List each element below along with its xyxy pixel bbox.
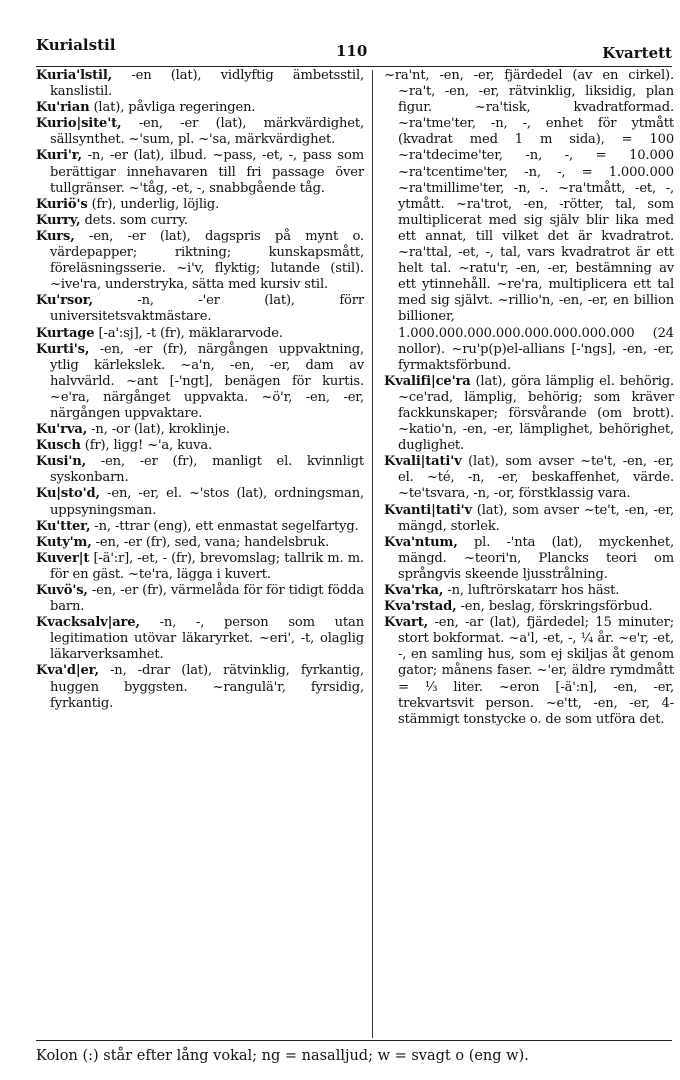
entry-definition: -n, -er (lat), ilbud. ~pass, -et, -, pass som berättigar innehavaren till fri passage över tullgränser. ~'tåg, -et, -, snabbgående tåg. (50, 148, 364, 196)
entry-headword: Ku|sto'd, (36, 486, 100, 502)
entry-definition: -en, -er (lat), märkvärdighet, sällsynthet. ~'sum, pl. ~'sa, märkvärdighet. (50, 116, 364, 148)
dictionary-entry (36, 486, 364, 518)
entry-definition: (lat), påvliga regeringen. (89, 100, 256, 116)
dictionary-entry (384, 503, 674, 535)
entry-definition: -en, -er (lat), dagspris på mynt o. värdepapper; riktning; kunskapsmått, föreläsningsserie. ~i'v, flyktig; lutande (stil). ~ive'ra, understryka, sätta med kursiv stil. (50, 228, 364, 293)
entry-definition: -n, -ttrar (eng), ett enmastat segelfartyg. (90, 518, 359, 534)
entry-definition: -en, -er (fr), manligt el. kvinnligt syskonbarn. (50, 454, 364, 486)
entry-headword: Kvacksalv|are, (36, 615, 140, 631)
entry-headword: Ku'rsor, (36, 293, 93, 309)
dictionary-entry (36, 422, 364, 438)
dictionary-entry (36, 213, 364, 229)
entry-headword: Kurtage (36, 325, 95, 341)
entry-headword: Ku'tter, (36, 518, 91, 534)
dictionary-entry (384, 454, 674, 502)
dictionary-entry (384, 535, 674, 583)
dictionary-entry (36, 438, 364, 454)
entry-headword: Kuriö's (36, 196, 88, 212)
entry-definition: -en, -er (fr), närgången uppvaktning, ytlig kärlekslek. ~a'n, -en, -er, dam av halvvärld. ~ant [-'ngt], benägen för kurtis. ~e'ra, närgånget uppvakta. ~ö'r, -en, -er, närgången uppvaktare. (50, 341, 364, 421)
entry-headword: Kvali|tati'v (384, 454, 462, 470)
dictionary-entry (36, 326, 364, 342)
entry-definition: -en, -er (fr), värmelåda för för tidigt födda barn. (50, 583, 364, 615)
entry-definition: [-a':sj], -t (fr), mäklararvode. (94, 325, 283, 341)
pronunciation-note: Kolon (:) står efter lång vokal; ng = nasalljud; w = svagt o (eng w). (36, 1048, 529, 1064)
dictionary-entry (36, 68, 364, 100)
page-number: 110 (336, 42, 368, 60)
entry-headword: Kuri'r, (36, 148, 82, 164)
dictionary-entry (36, 615, 364, 663)
entry-headword: Kurio|site't, (36, 116, 122, 132)
entry-definition: (lat), som avser ~te't, -en, -er, el. ~té, -n, -er, beskaffenhet, värde. ~te'tsvara, -n, -or, förstklassig vara. (398, 454, 674, 502)
entry-headword: Kusi'n, (36, 454, 86, 470)
entry-headword: Kva'rka, (384, 583, 444, 598)
entry-headword: Ku'rian (36, 100, 90, 116)
dictionary-entry (384, 68, 674, 374)
entry-headword: Kurs, (36, 228, 75, 244)
entry-headword: Kuria'lstil, (36, 68, 113, 83)
entry-definition: (fr), underlig, löjlig. (87, 196, 220, 212)
dictionary-entry (36, 197, 364, 213)
dictionary-entry (384, 374, 674, 454)
page-footer (36, 1040, 672, 1064)
entry-definition: -en, -ar (lat), fjärdedel; 15 minuter; stort bokformat. ~a'l, -et, -, ¼ år. ~e'r, -et, -, en samling hus, som ej skiljas åt genom gator; månens faser. ~'er, äldre rymdmått = ⅓ liter. ~eron [-ä':n], -en, -er, trekvartsvit person. ~e'tt, -en, -er, 4-stämmigt tonstycke o. de som utföra det. (398, 615, 674, 727)
header-last-word: Kvartett (602, 44, 672, 62)
entry-headword: Kuvö's, (36, 583, 88, 598)
dictionary-entry (384, 599, 674, 615)
dictionary-entry (36, 551, 364, 583)
entry-headword: Ku'rva, (36, 422, 88, 438)
dictionary-entry (36, 519, 364, 535)
header-first-word: Kurialstil (36, 36, 116, 54)
dictionary-entry (36, 229, 364, 293)
entry-headword: Kva'd|er, (36, 663, 99, 679)
entry-definition: -n, -'er (lat), förr universitetsvaktmästare. (50, 293, 364, 325)
entry-definition: -n, -, person som utan legitimation utövar läkaryrket. ~eri', -t, olaglig läkarverksamhet. (50, 615, 364, 663)
dictionary-entry (36, 583, 364, 615)
entry-definition: (fr), ligg! ~'a, kuva. (80, 438, 213, 454)
entry-definition: -n, luftrörskatarr hos häst. (443, 583, 620, 598)
left-column (36, 68, 364, 712)
entry-definition: ~ra'nt, -en, -er, fjärdedel (av en cirkel). ~ra't, -en, -er, rätvinklig, liksidig, plan figur. ~ra'tisk, kvadratformad. ~ra'tme'ter, -n, -, enhet för ytmått (kvadrat med 1 m sida), = 100 ~ra'tdecime'ter, -n, -, = 10.000 ~ra'tcentime'ter, -n, -, = 1.000.000 ~ra'tmillime'ter, -n, -. ~ra'tmått, -et, -, ytmått. ~ra'trot, -en, -rötter, tal, som multiplicerat med sig själv blir lika med ett annat, till vilket det är kvadratrot. ~ra'ttal, -et, -, tal, vars kvadratrot är ett helt tal. ~ratu'r, -en, -er, bestämning av ett ytinnehåll. ~re'ra, multiplicera ett tal med sig självt. ~rillio'n, -en, -er, en billion billioner, 1.000.000.000.000.000.000.000.000 (24 nollor). ~ru'p(p)el-allians [-'ngs], -en, -er, fyrmaktsförbund. (384, 68, 674, 373)
entry-headword: Kurti's, (36, 341, 90, 357)
entry-headword: Kvanti|tati'v (384, 502, 472, 518)
entry-definition: [-ä':r], -et, - (fr), brevomslag; tallrik m. m. för en gäst. ~te'ra, lägga i kuvert. (50, 550, 364, 582)
dictionary-entry (36, 342, 364, 422)
dictionary-entry (36, 293, 364, 325)
entry-headword: Kuver|t (36, 550, 90, 566)
dictionary-entry (384, 583, 674, 599)
entry-headword: Kurry, (36, 212, 81, 228)
entry-definition: -en, -er (fr), sed, vana; handelsbruk. (91, 534, 330, 550)
dictionary-entry (36, 454, 364, 486)
entry-headword: Kva'rstad, (384, 599, 457, 615)
entry-definition: (lat), som avser ~te't, -en, -er, mängd, storlek. (398, 502, 674, 534)
dictionary-entry (36, 535, 364, 551)
right-column (384, 68, 674, 728)
entry-definition: -en, -er, el. ~'stos (lat), ordningsman, uppsyningsman. (50, 486, 364, 518)
entry-headword: Kusch (36, 438, 81, 454)
entry-definition: -en (lat), vidlyftig ämbetsstil, kanslistil. (50, 68, 364, 100)
entry-headword: Kvalifi|ce'ra (384, 373, 471, 389)
entry-definition: pl. -'nta (lat), myckenhet, mängd. ~teori'n, Plancks teori om språngvis skeende ljusstrålning. (398, 534, 674, 582)
entry-definition: -n, -or (lat), kroklinje. (87, 422, 230, 438)
entry-definition: dets. som curry. (80, 212, 188, 228)
page-header (36, 30, 672, 67)
dictionary-entry (384, 615, 674, 728)
column-divider (372, 70, 373, 1038)
entry-definition: -n, -drar (lat), rätvinklig, fyrkantig, huggen byggsten. ~rangulä'r, fyrsidig, fyrkantig. (50, 663, 364, 711)
entry-definition: (lat), göra lämplig el. behörig. ~ce'rad, lämplig, behörig; som kräver fackkunskaper; försvårande (om brott). ~katio'n, -en, -er, lämplighet, behörighet, duglighet. (398, 373, 674, 454)
dictionary-entry (36, 100, 364, 116)
entry-headword: Kva'ntum, (384, 534, 458, 550)
dictionary-entry (36, 148, 364, 196)
entry-definition: -en, beslag, förskringsförbud. (456, 599, 653, 615)
entry-headword: Kvart, (384, 615, 429, 631)
dictionary-entry (36, 663, 364, 711)
dictionary-entry (36, 116, 364, 148)
entry-headword: Kuty'm, (36, 534, 92, 550)
